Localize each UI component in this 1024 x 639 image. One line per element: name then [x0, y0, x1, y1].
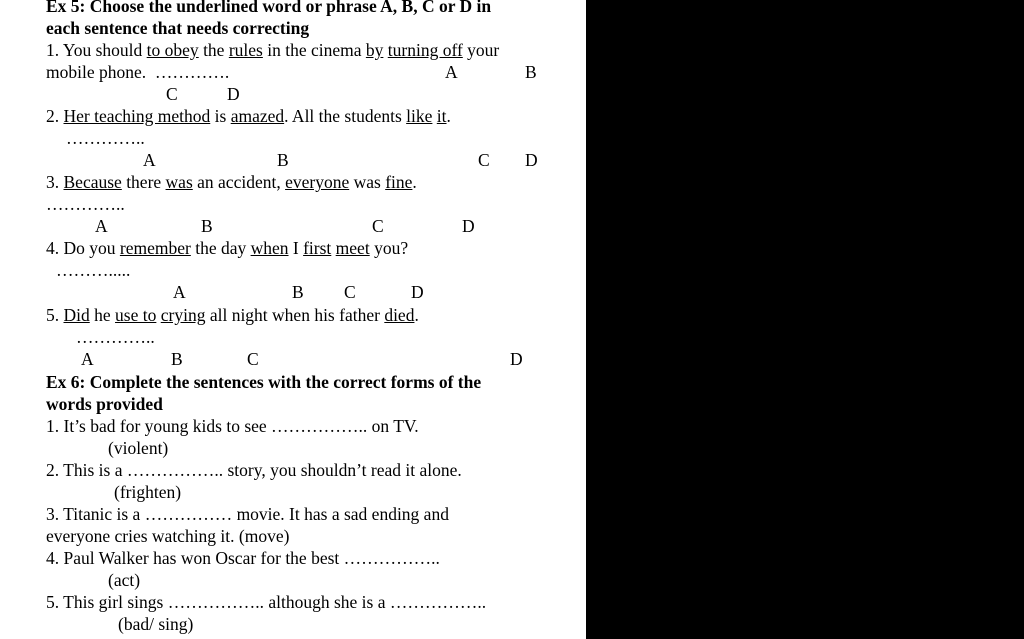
- q4-lead: 4. Do you: [46, 238, 120, 258]
- ex5-q5-line-1: [46, 304, 419, 326]
- q1-letter-a: A: [445, 62, 458, 82]
- ex6-q3-text[interactable]: 3. Titanic is a …………… movie. It has a sad ending and: [46, 504, 449, 524]
- q4-letter-b: B: [292, 282, 304, 302]
- q1-option-b: rules: [228, 40, 263, 60]
- ex6-q1-hint: (violent): [108, 438, 169, 458]
- q2-letter-a: A: [143, 150, 156, 170]
- q3-text: an accident,: [192, 172, 286, 192]
- q4-option-c: first: [303, 238, 332, 258]
- ex6-q5-text[interactable]: 5. This girl sings …………….. although she is a ……………..: [46, 592, 487, 612]
- q4-text: you?: [369, 238, 409, 258]
- black-background-area: [586, 0, 1024, 639]
- q3-answer-blank[interactable]: …………..: [46, 194, 125, 214]
- q2-answer-blank[interactable]: …………..: [66, 128, 145, 148]
- ex6-title-line-1: Ex 6: Complete the sentences with the correct forms of the: [46, 372, 482, 392]
- q4-text: I: [288, 238, 304, 258]
- q4-letter-c: C: [344, 282, 356, 302]
- q1-letter-d: D: [227, 84, 240, 104]
- ex5-title-line-2: each sentence that needs correcting: [46, 18, 310, 38]
- q2-text: is: [210, 106, 231, 126]
- ex6-q2-text[interactable]: 2. This is a …………….. story, you shouldn’t read it alone.: [46, 460, 462, 480]
- ex5-q3-line-1: [46, 171, 417, 193]
- q4-option-d: meet: [335, 238, 370, 258]
- q1-line2-text: mobile phone.: [46, 62, 147, 82]
- q1-lead: 1. You should: [46, 40, 147, 60]
- ex5-q1-line-1: [46, 39, 499, 61]
- ex5-q1-line-2: [46, 61, 229, 83]
- q3-option-a: Because: [63, 172, 122, 192]
- ex6-q4-hint: (act): [108, 570, 141, 590]
- q2-lead: 2.: [46, 106, 64, 126]
- ex6-title-line-2: words provided: [46, 394, 163, 414]
- ex5-q2-line-1: [46, 105, 451, 127]
- q1-answer-blank[interactable]: ………….: [154, 62, 230, 82]
- q5-letter-d: D: [510, 349, 523, 369]
- q3-letter-c: C: [372, 216, 384, 236]
- q2-letter-c: C: [478, 150, 490, 170]
- q3-text: .: [412, 172, 417, 192]
- ex5-q4-line-1: [46, 237, 408, 259]
- q3-option-b: was: [165, 172, 193, 192]
- q1-letter-c: C: [166, 84, 178, 104]
- q2-text: . All the students: [284, 106, 407, 126]
- q2-option-c: like: [406, 106, 433, 126]
- q1-text: in the cinema: [262, 40, 366, 60]
- ex6-q2-hint: (frighten): [114, 482, 182, 502]
- q1-text: the: [198, 40, 229, 60]
- q4-option-a: remember: [119, 238, 191, 258]
- q3-option-d: fine: [385, 172, 413, 192]
- q5-option-d: died: [384, 305, 415, 325]
- q1-option-d: turning off: [387, 40, 463, 60]
- ex6-q4-text[interactable]: 4. Paul Walker has won Oscar for the best ……………..: [46, 548, 440, 568]
- q5-lead: 5.: [46, 305, 64, 325]
- q4-text: the day: [190, 238, 251, 258]
- q2-option-d: it: [436, 106, 447, 126]
- q5-text: he: [89, 305, 116, 325]
- ex6-q5-hint: (bad/ sing): [118, 614, 194, 634]
- q3-text: there: [121, 172, 166, 192]
- q3-text: was: [349, 172, 386, 192]
- ex6-q3-line-2: everyone cries watching it. (move): [46, 526, 290, 546]
- q3-option-c: everyone: [285, 172, 350, 192]
- q4-letter-d: D: [411, 282, 424, 302]
- q5-letter-b: B: [171, 349, 183, 369]
- q2-text: .: [446, 106, 451, 126]
- q4-letter-a: A: [173, 282, 186, 302]
- q3-letter-a: A: [95, 216, 108, 236]
- q2-option-b: amazed: [230, 106, 285, 126]
- q3-letter-d: D: [462, 216, 475, 236]
- q2-letter-b: B: [277, 150, 289, 170]
- q5-option-b: use to: [115, 305, 157, 325]
- q2-letter-d: D: [525, 150, 538, 170]
- q4-option-b: when: [250, 238, 289, 258]
- q3-letter-b: B: [201, 216, 213, 236]
- q2-option-a: Her teaching method: [63, 106, 211, 126]
- q5-answer-blank[interactable]: …………..: [76, 327, 155, 347]
- q1-option-a: to obey: [146, 40, 199, 60]
- q3-lead: 3.: [46, 172, 64, 192]
- q5-letter-a: A: [81, 349, 94, 369]
- q1-letter-b: B: [525, 62, 537, 82]
- q1-text: your: [462, 40, 500, 60]
- q5-option-c: crying: [160, 305, 206, 325]
- q5-text: .: [414, 305, 419, 325]
- q5-option-a: Did: [63, 305, 90, 325]
- q5-text: all night when his father: [205, 305, 385, 325]
- q1-option-c: by: [365, 40, 384, 60]
- ex6-q1-text[interactable]: 1. It’s bad for young kids to see …………….. on TV.: [46, 416, 419, 436]
- ex5-title-line-1: Ex 5: Choose the underlined word or phrase A, B, C or D in: [46, 0, 492, 16]
- q4-answer-blank[interactable]: ……….....: [56, 260, 131, 280]
- q5-letter-c: C: [247, 349, 259, 369]
